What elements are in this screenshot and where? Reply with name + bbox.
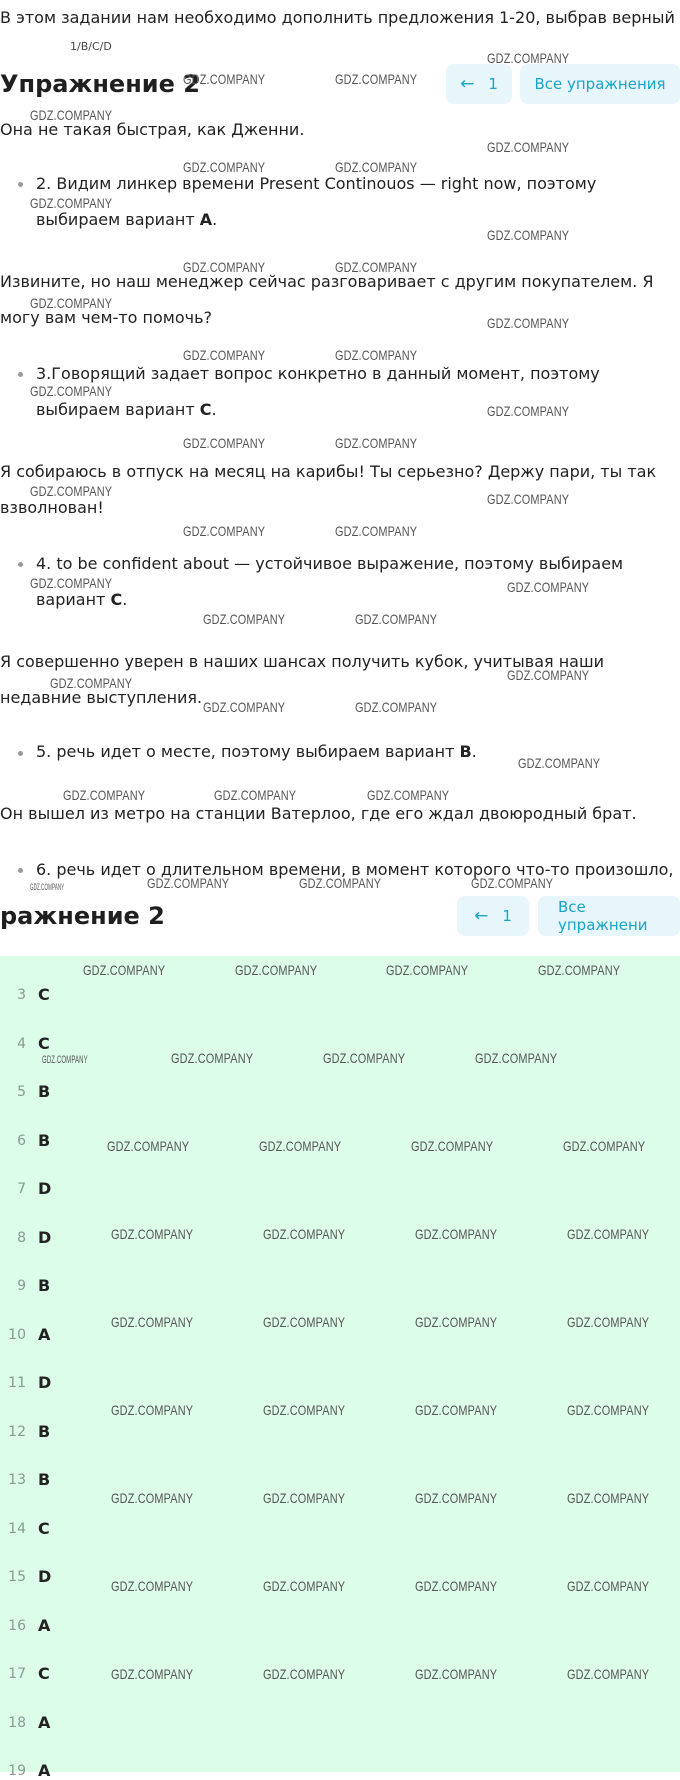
explanation-6-line1: 6. речь идет о длительном времени, в момент которого что-то произошло, [36, 860, 674, 879]
explanation-text: выбираем вариант [36, 210, 200, 229]
answer-number: 19 [8, 1763, 26, 1779]
answer-number: 5 [17, 1084, 26, 1100]
answer-letter: C [38, 985, 50, 1004]
watermark: GDZ.COMPANY [147, 875, 230, 891]
watermark: GDZ.COMPANY [50, 675, 133, 691]
all-exercises-label: Все упражнения [534, 75, 666, 93]
watermark: GDZ.COMPANY [111, 1402, 194, 1418]
watermark: GDZ.COMPANY [30, 383, 113, 399]
watermark: GDZ.COMPANY [335, 159, 418, 175]
list-bullet [18, 751, 23, 756]
watermark: GDZ.COMPANY [518, 755, 601, 771]
watermark: GDZ.COMPANY [259, 1138, 342, 1154]
watermark: GDZ.COMPANY [487, 139, 570, 155]
answer-letter: C [38, 1664, 50, 1683]
watermark: GDZ.COMPANY [335, 435, 418, 451]
sentence-4-line2: недавние выступления. [0, 688, 203, 707]
watermark: GDZ.COMPANY [30, 195, 113, 211]
watermark: GDZ.COMPANY [487, 491, 570, 507]
watermark: GDZ.COMPANY [171, 1050, 254, 1066]
watermark: GDZ.COMPANY [235, 962, 318, 978]
answer-number: 15 [8, 1569, 26, 1585]
sentence-4-line1: Я совершенно уверен в наших шансах получить кубок, учитывая наши [0, 652, 605, 671]
sticky-title: ражнение 2 [0, 902, 165, 930]
watermark: GDZ.COMPANY [415, 1578, 498, 1594]
watermark: GDZ.COMPANY [111, 1490, 194, 1506]
answer-number: 9 [17, 1278, 26, 1294]
sticky-prev-exercise-button[interactable] [457, 896, 529, 936]
explanation-3-line1: 3.Говорящий задает вопрос конкретно в данный момент, поэтому [36, 364, 600, 383]
watermark: GDZ.COMPANY [107, 1138, 190, 1154]
watermark: GDZ.COMPANY [355, 699, 438, 715]
watermark: GDZ.COMPANY [183, 71, 266, 87]
watermark: GDZ.COMPANY [183, 159, 266, 175]
intro-cut-text: 1/B/C/D [70, 40, 112, 53]
answer-letter: D [38, 1567, 52, 1586]
watermark: GDZ.COMPANY [335, 71, 418, 87]
intro-text: В этом задании нам необходимо дополнить предложения 1-20, выбрав верный [0, 8, 675, 27]
explanation-text: 5. речь идет о месте, поэтому выбираем вариант [36, 742, 460, 761]
watermark: GDZ.COMPANY [567, 1666, 650, 1682]
watermark: GDZ.COMPANY [415, 1226, 498, 1242]
answer-number: 11 [8, 1375, 26, 1391]
watermark: GDZ.COMPANY [567, 1226, 650, 1242]
answer-number: 16 [8, 1617, 26, 1634]
explanation-4-line2: вариант C. [36, 590, 128, 609]
sentence-3-line2: взволнован! [0, 498, 104, 517]
arrow-left-icon: ← [460, 74, 475, 94]
sticky-all-exercises-button[interactable] [538, 896, 680, 936]
answer-number: 3 [17, 987, 26, 1003]
answer-letter: A [38, 1615, 51, 1635]
answer-letter: B [38, 1421, 51, 1441]
watermark: GDZ.COMPANY [30, 107, 113, 123]
answer-number: 8 [17, 1229, 26, 1246]
watermark: GDZ.COMPANY [487, 50, 570, 66]
watermark: GDZ.COMPANY [63, 787, 146, 803]
watermark: GDZ.COMPANY [214, 787, 297, 803]
sticky-prev-exercise-label: 1 [502, 907, 512, 925]
watermark: GDZ.COMPANY [567, 1402, 650, 1418]
watermark: GDZ.COMPANY [111, 1314, 194, 1330]
list-bullet [18, 182, 23, 187]
watermark: GDZ.COMPANY [386, 962, 469, 978]
sticky-all-exercises-label: Все упражнени [558, 898, 648, 934]
watermark: GDZ.COMPANY [367, 787, 450, 803]
answer-number: 7 [17, 1181, 26, 1197]
watermark: GDZ.COMPANY [415, 1314, 498, 1330]
answer-letter: A [38, 1324, 51, 1344]
sentence-3-line1: Я собираюсь в отпуск на месяц на карибы! Ты серьезно? Держу пари, ты так [0, 462, 657, 481]
watermark: GDZ.COMPANY [487, 315, 570, 331]
answer-letter: C [38, 1033, 50, 1053]
answer-number: 14 [8, 1520, 26, 1537]
answer-variant: B [459, 742, 472, 761]
watermark: GDZ.COMPANY [263, 1314, 346, 1330]
explanation-text: выбираем вариант [36, 400, 200, 419]
answer-number: 10 [8, 1326, 26, 1343]
sentence-5: Он вышел из метро на станции Ватерлоо, где его ждал двоюродный брат. [0, 804, 637, 823]
answer-number: 6 [17, 1132, 26, 1149]
watermark: GDZ.COMPANY [335, 347, 418, 363]
answer-number: 18 [8, 1714, 26, 1731]
watermark: GDZ.COMPANY [567, 1314, 650, 1330]
prev-exercise-label: 1 [488, 75, 498, 93]
watermark: GDZ.COMPANY [42, 1054, 88, 1066]
answer-variant: A [199, 210, 213, 229]
answers-panel [0, 956, 680, 1772]
watermark: GDZ.COMPANY [30, 575, 113, 591]
explanation-4-line1: 4. to be confident about — устойчивое выражение, поэтому выбираем [36, 554, 624, 573]
watermark: GDZ.COMPANY [411, 1138, 494, 1154]
watermark: GDZ.COMPANY [183, 435, 266, 451]
watermark: GDZ.COMPANY [263, 1578, 346, 1594]
watermark: GDZ.COMPANY [475, 1050, 558, 1066]
explanation-text: вариант [36, 590, 111, 609]
answer-number: 12 [8, 1423, 26, 1440]
list-bullet [18, 868, 23, 873]
watermark: GDZ.COMPANY [563, 1138, 646, 1154]
page-title: Упражнение 2 [0, 70, 200, 98]
answer-letter: A [38, 1761, 51, 1780]
explanation-3-line2: выбираем вариант C. [36, 400, 217, 419]
watermark: GDZ.COMPANY [538, 962, 621, 978]
sentence-2-line2: могу вам чем-то помочь? [0, 308, 213, 327]
watermark: GDZ.COMPANY [567, 1490, 650, 1506]
watermark: GDZ.COMPANY [263, 1226, 346, 1242]
watermark: GDZ.COMPANY [111, 1226, 194, 1242]
answer-letter: D [38, 1179, 52, 1198]
watermark: GDZ.COMPANY [83, 962, 166, 978]
answer-variant: C [199, 400, 212, 419]
watermark: GDZ.COMPANY [415, 1666, 498, 1682]
watermark: GDZ.COMPANY [487, 403, 570, 419]
all-exercises-button[interactable] [520, 64, 680, 104]
watermark: GDZ.COMPANY [263, 1666, 346, 1682]
watermark: GDZ.COMPANY [30, 882, 65, 892]
list-bullet [18, 562, 23, 567]
sentence-2-line1: Извините, но наш менеджер сейчас разговаривает с другим покупателем. Я [0, 272, 654, 291]
watermark: GDZ.COMPANY [415, 1402, 498, 1418]
list-bullet [18, 372, 23, 377]
watermark: GDZ.COMPANY [263, 1490, 346, 1506]
explanation-2-line2: выбираем вариант A. [36, 210, 218, 229]
explanation-5: 5. речь идет о месте, поэтому выбираем вариант B. [36, 742, 477, 761]
watermark: GDZ.COMPANY [335, 259, 418, 275]
answer-letter: D [38, 1227, 52, 1247]
watermark: GDZ.COMPANY [30, 295, 113, 311]
answer-number: 17 [8, 1666, 26, 1682]
sentence-1: Она не такая быстрая, как Дженни. [0, 120, 305, 139]
watermark: GDZ.COMPANY [183, 347, 266, 363]
arrow-left-icon: ← [474, 906, 489, 926]
answer-letter: D [38, 1373, 52, 1392]
prev-exercise-button[interactable] [446, 64, 512, 104]
answer-letter: B [38, 1082, 51, 1101]
explanation-2-line1: 2. Видим линкер времени Present Continouos — right now, поэтому [36, 174, 597, 193]
answer-number: 4 [17, 1035, 26, 1052]
answer-letter: C [38, 1518, 50, 1538]
watermark: GDZ.COMPANY [487, 227, 570, 243]
watermark: GDZ.COMPANY [203, 699, 286, 715]
answer-variant: C [110, 590, 123, 609]
watermark: GDZ.COMPANY [415, 1490, 498, 1506]
answer-letter: B [38, 1276, 51, 1295]
watermark: GDZ.COMPANY [471, 875, 554, 891]
watermark: GDZ.COMPANY [323, 1050, 406, 1066]
watermark: GDZ.COMPANY [203, 611, 286, 627]
answer-letter: A [38, 1712, 51, 1732]
watermark: GDZ.COMPANY [111, 1666, 194, 1682]
watermark: GDZ.COMPANY [507, 667, 590, 683]
watermark: GDZ.COMPANY [355, 611, 438, 627]
answer-number: 13 [8, 1472, 26, 1488]
watermark: GDZ.COMPANY [183, 523, 266, 539]
watermark: GDZ.COMPANY [263, 1402, 346, 1418]
watermark: GDZ.COMPANY [299, 875, 382, 891]
answer-letter: B [38, 1470, 51, 1489]
answer-letter: B [38, 1130, 51, 1150]
watermark: GDZ.COMPANY [335, 523, 418, 539]
watermark: GDZ.COMPANY [30, 483, 113, 499]
watermark: GDZ.COMPANY [567, 1578, 650, 1594]
watermark: GDZ.COMPANY [111, 1578, 194, 1594]
watermark: GDZ.COMPANY [183, 259, 266, 275]
watermark: GDZ.COMPANY [507, 579, 590, 595]
